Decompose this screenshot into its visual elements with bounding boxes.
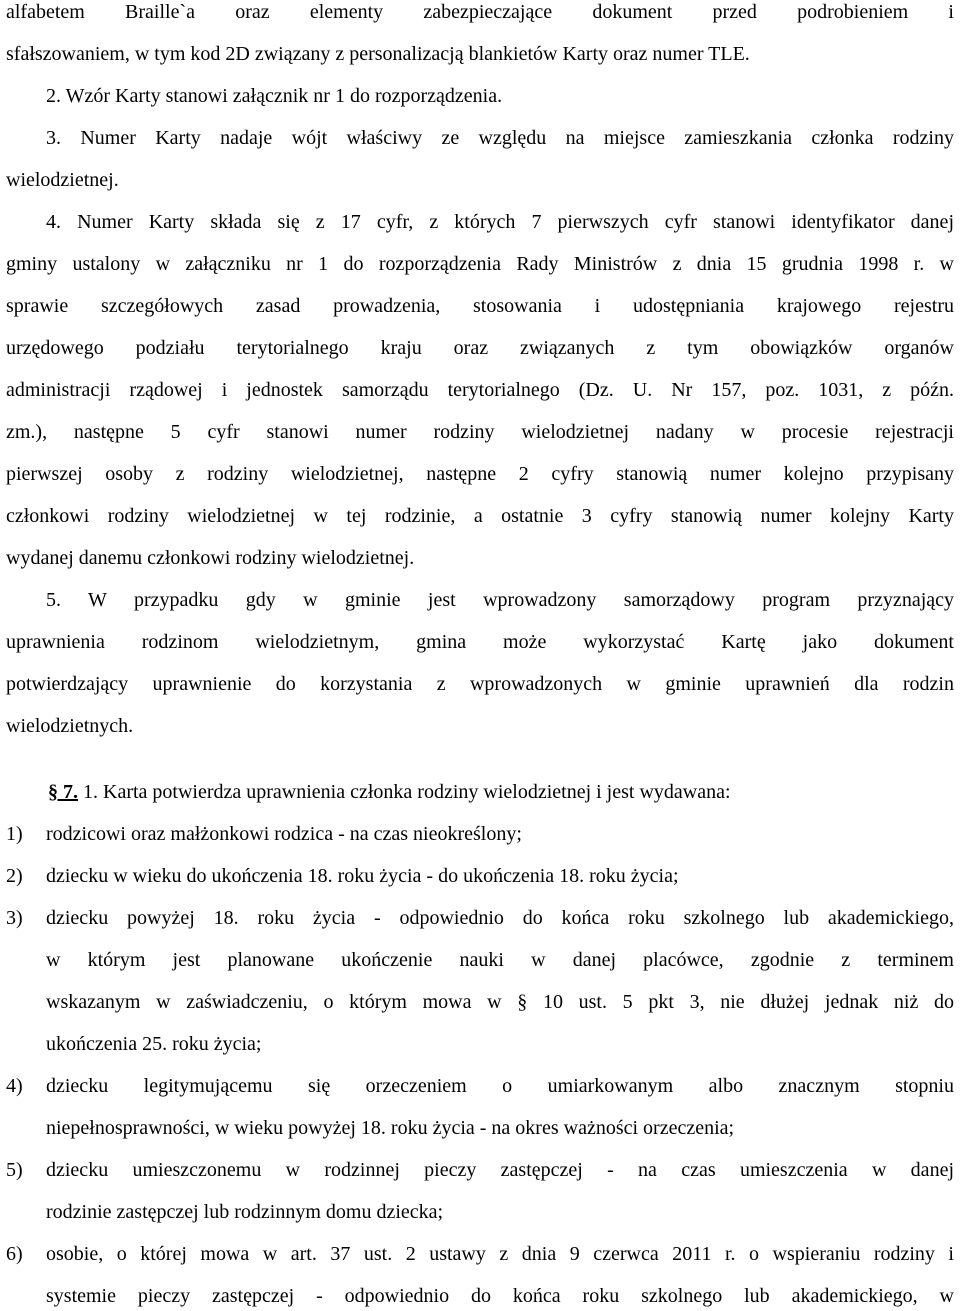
paragraph-line: sfałszowaniem, w tym kod 2D związany z personalizacją blankietów Karty oraz numer TLE. [6,43,750,65]
paragraph-4-line: gminy ustalony w załączniku nr 1 do rozporządzenia Rady Ministrów z dnia 15 grudnia 1998 r. w [6,253,954,275]
list-item-number: 5) [6,1159,23,1181]
paragraph-4-line: członkowi rodziny wielodzietnej w tej rodzinie, a ostatnie 3 cyfry stanowią numer kolejny Karty [6,505,954,527]
paragraph-4-line: zm.), następne 5 cyfr stanowi numer rodziny wielodzietnej nadany w procesie rejestracji [6,421,954,443]
list-item-line: dziecku powyżej 18. roku życia - odpowiednio do końca roku szkolnego lub akademickiego, [46,907,954,929]
list-item-number: 6) [6,1243,23,1265]
list-item-line: rodzicowi oraz małżonkowi rodzica - na czas nieokreślony; [46,823,522,845]
paragraph-4-line: sprawie szczegółowych zasad prowadzenia, stosowania i udostępniania krajowego rejestru [6,295,954,317]
paragraph-3-line: wielodzietnej. [6,169,119,191]
paragraph-5-line: wielodzietnych. [6,715,134,737]
paragraph-5-line: uprawnienia rodzinom wielodzietnym, gmina może wykorzystać Kartę jako dokument [6,631,954,653]
paragraph-4-line: administracji rządowej i jednostek samorządu terytorialnego (Dz. U. Nr 157, poz. 1031, z późn. [6,379,954,401]
paragraph-4-line: wydanej danemu członkowi rodziny wielodzietnej. [6,547,415,569]
paragraph-2: 2. Wzór Karty stanowi załącznik nr 1 do rozporządzenia. [46,85,503,107]
list-item-number: 2) [6,865,23,887]
section-7-intro: 1. Karta potwierdza uprawnienia członka rodziny wielodzietnej i jest wydawana: [83,781,731,803]
section-7-number: § 7. [48,781,78,803]
paragraph-3-line: 3. Numer Karty nadaje wójt właściwy ze względu na miejsce zamieszkania członka rodziny [46,127,954,149]
list-item-line: niepełnosprawności, w wieku powyżej 18. roku życia - na okres ważności orzeczenia; [46,1117,735,1139]
list-item-line: dziecku umieszczonemu w rodzinnej pieczy zastępczej - na czas umieszczenia w danej [46,1159,954,1181]
paragraph-5-line: potwierdzający uprawnienie do korzystania z wprowadzonych w gminie uprawnień dla rodzin [6,673,954,695]
list-item-line: w którym jest planowane ukończenie nauki w danej placówce, zgodnie z terminem [46,949,954,971]
paragraph-4-line: urzędowego podziału terytorialnego kraju oraz związanych z tym obowiązków organów [6,337,954,359]
list-item-line: dziecku legitymującemu się orzeczeniem o umiarkowanym albo znacznym stopniu [46,1075,954,1097]
section-7-heading [48,780,731,804]
list-item-number: 4) [6,1075,23,1097]
list-item-line: dziecku w wieku do ukończenia 18. roku życia - do ukończenia 18. roku życia; [46,865,679,887]
list-item-line: wskazanym w zaświadczeniu, o którym mowa w § 10 ust. 5 pkt 3, nie dłużej jednak niż do [46,991,954,1013]
paragraph-4-line: 4. Numer Karty składa się z 17 cyfr, z których 7 pierwszych cyfr stanowi identyfikator danej [46,211,954,233]
list-item-line: rodzinie zastępczej lub rodzinnym domu dziecka; [46,1201,444,1223]
paragraph-5-line: 5. W przypadku gdy w gminie jest wprowadzony samorządowy program przyznający [46,589,954,611]
list-item-number: 3) [6,907,23,929]
list-item-number: 1) [6,823,23,845]
paragraph-line: alfabetem Braille`a oraz elementy zabezpieczające dokument przed podrobieniem i [6,1,954,23]
list-item-line: systemie pieczy zastępczej - odpowiednio do końca roku szkolnego lub akademickiego, w [46,1285,954,1307]
list-item-line: ukończenia 25. roku życia; [46,1033,262,1055]
list-item-line: osobie, o której mowa w art. 37 ust. 2 ustawy z dnia 9 czerwca 2011 r. o wspieraniu rodziny i [46,1243,954,1265]
paragraph-4-line: pierwszej osoby z rodziny wielodzietnej, następne 2 cyfry stanowią numer kolejno przypisany [6,463,954,485]
